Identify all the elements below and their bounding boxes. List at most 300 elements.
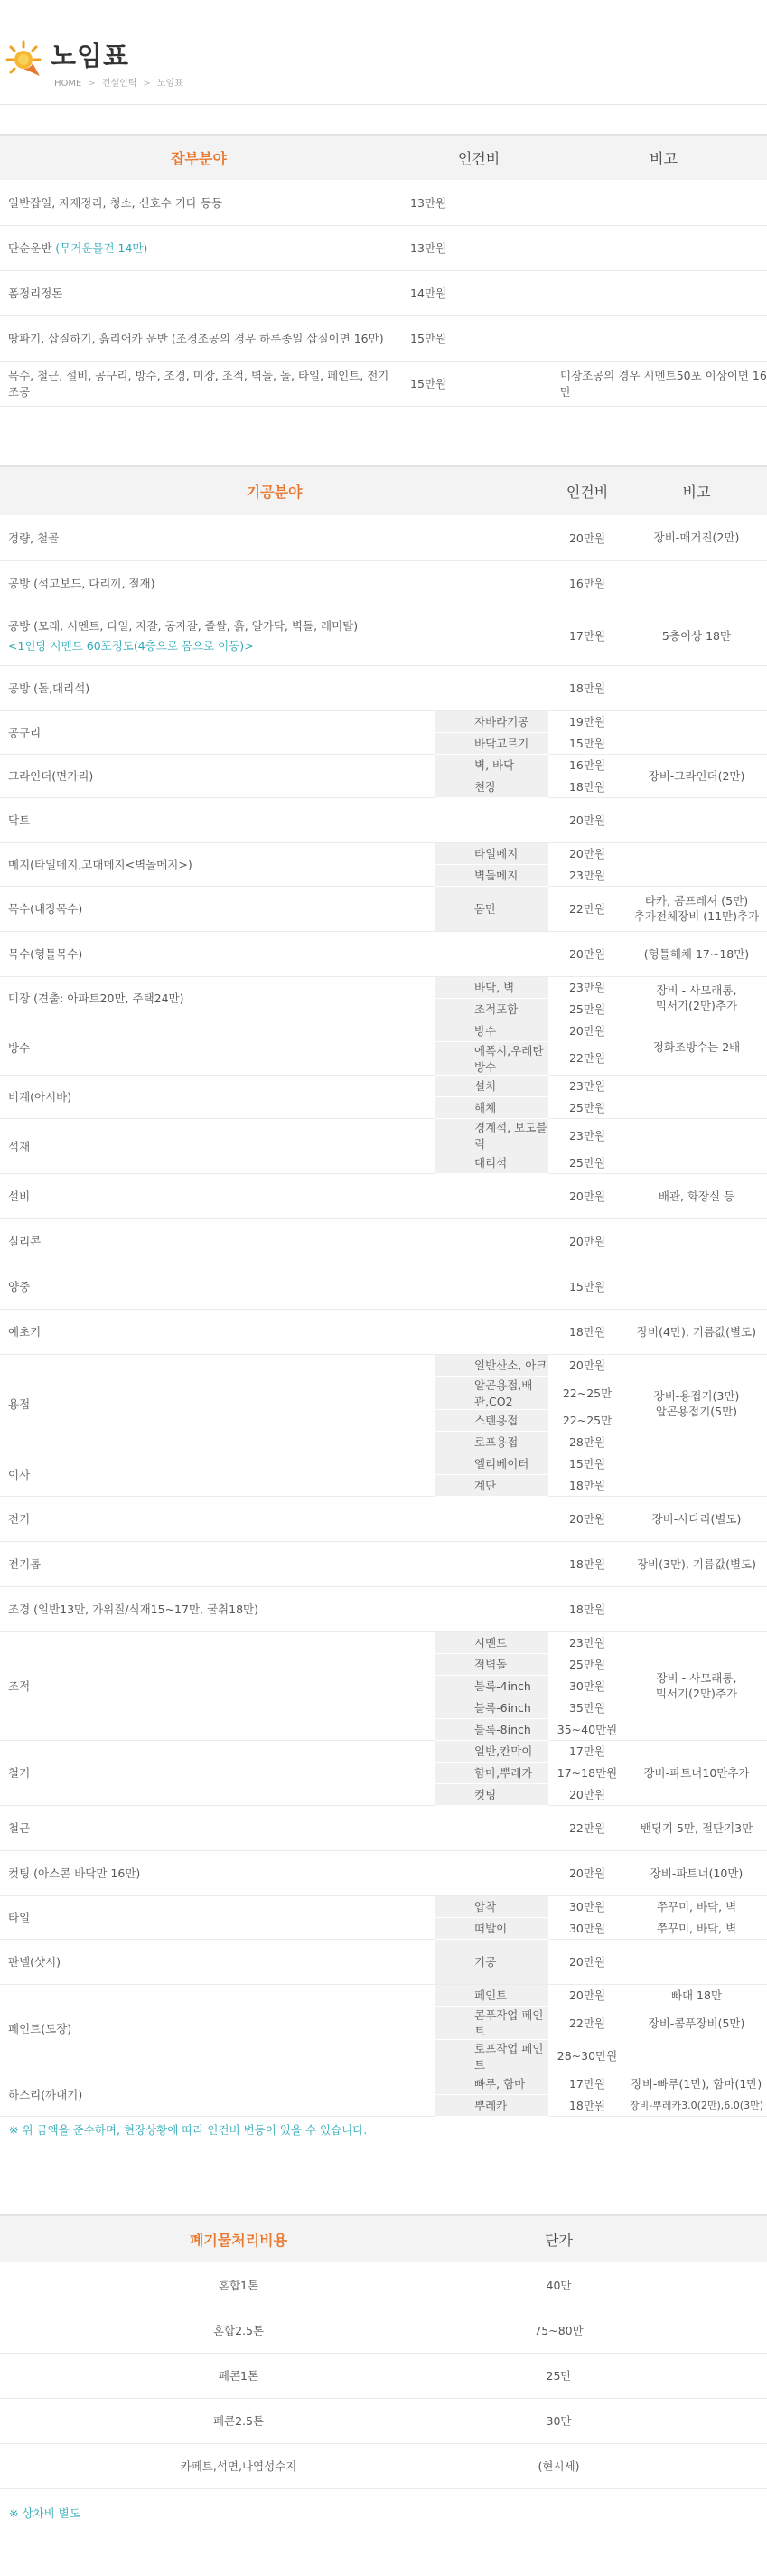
row-label: [0, 842, 435, 886]
row-label-text: 단순운반: [8, 241, 52, 255]
row-sub-item: [435, 1541, 548, 1586]
table-row: [0, 1020, 767, 1041]
row-sub-item: 해체: [435, 1096, 548, 1118]
row-price: 16만원: [568, 758, 606, 773]
row-note: 타카, 콤프레셔 (5만) 추가전체장비 (11만)추가: [626, 886, 767, 931]
row-label: [0, 560, 435, 606]
row-label-text: 철거: [8, 1766, 31, 1780]
row-note: [626, 1218, 767, 1264]
row-blank: [641, 2398, 767, 2443]
row-label-text: 목수(형틀목수): [8, 947, 83, 961]
row-price: 22만원: [568, 2016, 606, 2030]
row-price: 18만원: [548, 1309, 626, 1354]
page-header: [0, 0, 767, 105]
row-note: 장비-파트너10만추가: [626, 1740, 767, 1805]
row-sub-item: 적벽돌: [435, 1653, 548, 1675]
row-sub-item: [435, 515, 548, 560]
row-price: 30만: [477, 2398, 641, 2443]
row-label: [0, 361, 398, 406]
table-row: [0, 1541, 767, 1586]
row-label-text: 목수, 철근, 설비, 공구리, 방수, 조경, 미장, 조적, 벽돌, 돌, 타일, 페인트, 전기조공: [8, 369, 389, 399]
row-price: 35~40만원: [548, 1718, 626, 1740]
row-sub-item: 에폭시,우레탄방수: [435, 1041, 548, 1075]
row-price: 22만원: [548, 1041, 626, 1075]
row-price: 22만원: [548, 1805, 626, 1850]
table-row: [0, 2353, 767, 2398]
row-label: [0, 931, 435, 976]
row-label: [0, 1218, 435, 1264]
row-label: [0, 1173, 435, 1218]
row-label-text: 미장 (견출: 아파트20만, 주택24만): [8, 992, 184, 1005]
row-label: [0, 886, 435, 931]
row-sub-item: 기공: [435, 1939, 548, 1984]
row-note: [626, 1264, 767, 1309]
row-sub-item: 벽돌메지: [435, 864, 548, 886]
row-note: 미장조공의 경우 시멘트50포 이상이면 16만: [560, 361, 767, 406]
row-sub-item: 일반,칸막이: [435, 1740, 548, 1762]
row-price: 18만원: [548, 1586, 626, 1631]
row-label-text: 설비: [8, 1189, 31, 1203]
row-price: 30만원: [568, 1679, 606, 1693]
table-row: [0, 1586, 767, 1631]
table-row: [0, 842, 767, 864]
table-row: [0, 2398, 767, 2443]
table-row: [0, 225, 767, 270]
table-row: [0, 1939, 767, 1984]
row-price: 25만원: [548, 1152, 626, 1173]
row-sub-item: [435, 1496, 548, 1541]
table-header-row: [0, 2215, 767, 2262]
table-header-row: [0, 135, 767, 180]
row-price: 35만원: [568, 1701, 606, 1715]
row-price: 30만원: [568, 1900, 606, 1914]
row-note: [560, 225, 767, 270]
row-label: [0, 1075, 435, 1118]
row-label-text: 공방 (모래, 시멘트, 타일, 자갈, 공자갈, 졸쌀, 흙, 알가닥, 벽돌, 레미탈): [8, 619, 359, 633]
row-sub-item: 블록-6inch: [435, 1697, 548, 1718]
row-price: 20만원: [548, 515, 626, 560]
row-sub-item: 콘푸작업 페인트: [435, 2006, 548, 2039]
row-label: 혼합1톤: [0, 2262, 477, 2308]
row-sub-item: 뿌레카: [435, 2094, 548, 2116]
row-note: [626, 797, 767, 842]
breadcrumb-home[interactable]: HOME: [54, 79, 82, 89]
row-note: 장비 - 사모래통, 믹서기(2만)추가: [626, 976, 767, 1020]
row-price: 16만원: [548, 560, 626, 606]
row-label-text: 공방 (돌,대리석): [8, 682, 90, 695]
row-note: [626, 560, 767, 606]
row-label-text: 예초기: [8, 1325, 42, 1339]
row-label: [0, 754, 435, 797]
table-row: [0, 976, 767, 998]
table-row: [0, 1354, 767, 1376]
table-row: [0, 2073, 767, 2094]
row-label-text: 메지(타일메지,고대메지<벽돌메지>): [8, 858, 192, 871]
table-row: [0, 1496, 767, 1541]
row-price: 17만원: [548, 606, 626, 665]
breadcrumb-separator-icon: >: [88, 79, 96, 89]
row-note: 장비(4만), 기름값(별도): [626, 1309, 767, 1354]
header-category: 잡부분야: [0, 135, 398, 180]
row-price: 20만원: [548, 797, 626, 842]
row-sub-item: 천장: [435, 776, 548, 797]
table-row: [0, 515, 767, 560]
row-label: [0, 1118, 435, 1173]
table-row: [0, 1850, 767, 1895]
row-sub-item: 블록-4inch: [435, 1675, 548, 1697]
row-price: 13만원: [398, 180, 560, 225]
row-label-text: 조경 (일반13만, 가위질/식재15~17만, 굴취18만): [8, 1603, 258, 1616]
row-sub-item: [435, 1173, 548, 1218]
row-label: [0, 315, 398, 361]
row-label: [0, 515, 435, 560]
row-sub-item: 벽, 바닥: [435, 754, 548, 776]
table-row: [0, 606, 767, 665]
row-sub-item: 일반산소, 아크: [435, 1354, 548, 1376]
row-label-text: 닥트: [8, 813, 31, 827]
waste-disposal-body: [0, 2262, 767, 2488]
row-label: [0, 1805, 435, 1850]
row-label: [0, 270, 398, 315]
row-sub-item: [435, 1586, 548, 1631]
row-sub-item: 엘리베이터: [435, 1453, 548, 1474]
table-row: [0, 560, 767, 606]
row-note: [560, 180, 767, 225]
row-label-text: 방수: [8, 1040, 31, 1055]
row-price: 23만원: [568, 1636, 606, 1650]
row-price: 20만원: [548, 931, 626, 976]
row-note: 밴딩기 5만, 절단기3만: [626, 1805, 767, 1850]
row-label-text: 타일: [8, 1911, 31, 1924]
header-price: 인건비: [548, 466, 626, 515]
header-price: 단가: [477, 2215, 641, 2262]
row-price: 17만원: [568, 1744, 606, 1759]
page-title: 노임표: [51, 41, 130, 71]
row-price: 20만원: [568, 847, 606, 861]
row-note: [626, 1586, 767, 1631]
row-label: [0, 606, 435, 665]
row-note: [626, 2039, 767, 2073]
row-note: [626, 710, 767, 754]
row-note: 장비 - 사모래통, 믹서기(2만)추가: [626, 1631, 767, 1740]
table-row: [0, 754, 767, 776]
row-note: 장비-뿌레카3.0(2만),6.0(3만): [626, 2094, 767, 2116]
row-label-text: 판넬(샷시): [8, 1955, 61, 1969]
row-note: 장비-그라인더(2만): [626, 754, 767, 797]
row-price: 28만원: [548, 1431, 626, 1453]
row-label: [0, 1895, 435, 1939]
row-label-text: 조적: [8, 1679, 31, 1693]
misc-labor-table: [0, 134, 767, 407]
row-label-text: 비계(아시바): [8, 1090, 72, 1104]
row-note: [560, 270, 767, 315]
row-sub-item: 압착: [435, 1895, 548, 1917]
header-note: 비고: [626, 466, 767, 515]
row-label: [0, 710, 435, 754]
row-price: 75~80만: [477, 2308, 641, 2353]
row-price: 20만원: [548, 1850, 626, 1895]
row-price: 15만원: [548, 732, 626, 754]
row-note: [626, 1075, 767, 1118]
header-category: 기공분야: [0, 466, 548, 515]
row-price: 20만원: [548, 1496, 626, 1541]
row-note: 장비-용접기(3만) 알곤용접기(5만): [626, 1354, 767, 1453]
row-label-text: 전기톱: [8, 1557, 42, 1571]
header-blank: [641, 2215, 767, 2262]
row-label: 폐콘1톤: [0, 2353, 477, 2398]
row-sub-item: [435, 1264, 548, 1309]
row-note: 쭈꾸미, 바닥, 벽: [626, 1917, 767, 1939]
row-price: 20만원: [548, 1218, 626, 1264]
row-sub-item: 설치: [435, 1075, 548, 1096]
table-row: [0, 180, 767, 225]
row-sub-item: [435, 797, 548, 842]
row-label: 폐콘2.5톤: [0, 2398, 477, 2443]
row-note: 빠대 18만: [670, 1988, 723, 2003]
row-sub-item: 방수: [435, 1020, 548, 1041]
table-row: [0, 1740, 767, 1762]
row-sub-item: 블록-8inch: [435, 1718, 548, 1740]
row-label-extra: (무거운물건 14만): [55, 241, 148, 255]
row-label-text: 이사: [8, 1468, 31, 1481]
row-price: 30만원: [548, 1917, 626, 1939]
row-sub-item: [435, 931, 548, 976]
row-sub-item: 알곤용접,배관,CO2: [435, 1376, 548, 1409]
row-label-text: 컷팅 (아스콘 바닥만 16만): [8, 1866, 141, 1880]
row-label-text: 땅파기, 삽질하기, 흙리어카 운반 (조경조공의 경우 하루종일 삽질이면 16만): [8, 332, 384, 345]
breadcrumb: [54, 75, 183, 89]
row-note: [626, 1118, 767, 1173]
header-note: 비고: [560, 135, 767, 180]
row-price: 28~30만원: [548, 2039, 626, 2073]
breadcrumb-current: 노임표: [156, 79, 183, 89]
row-note: 장비-사다리(별도): [626, 1496, 767, 1541]
row-sub-item: [435, 665, 548, 710]
misc-labor-body: [0, 180, 767, 406]
table-row: [0, 270, 767, 315]
row-price: 23만원: [568, 981, 606, 995]
row-label: [0, 1984, 435, 2073]
row-label-text: 철근: [8, 1821, 31, 1835]
row-label-text: 하스리(까대기): [8, 2088, 83, 2101]
sun-logo-icon: [4, 40, 43, 80]
row-label: [0, 976, 435, 1020]
row-note: 장비-빠루(1만), 함마(1만): [631, 2077, 762, 2092]
row-label-text: 경량, 철골: [8, 531, 60, 545]
waste-footnote: ※ 상차비 별도: [9, 2506, 80, 2520]
row-label-text: 공방 (석고보드, 다리끼, 절재): [8, 577, 155, 590]
row-price: (현시세): [477, 2443, 641, 2488]
row-label: [0, 1740, 435, 1805]
row-label-text: 폼정리정돈: [8, 287, 63, 300]
table-row: [0, 1173, 767, 1218]
row-price: 20만원: [548, 1783, 626, 1805]
table-row: [0, 1895, 767, 1917]
row-price: 18만원: [548, 1541, 626, 1586]
table-row: [0, 361, 767, 406]
table-row: [0, 1805, 767, 1850]
row-blank: [641, 2262, 767, 2308]
row-note: 장비-매거진(2만): [626, 515, 767, 560]
row-price: 20만원: [548, 1939, 626, 1984]
breadcrumb-section[interactable]: 건설인력: [101, 79, 137, 89]
row-price: 18만원: [548, 776, 626, 797]
row-note: [626, 665, 767, 710]
row-note: 배관, 화장실 등: [626, 1173, 767, 1218]
row-label-text: 목수(내장목수): [8, 902, 83, 916]
row-sub-item: 떠발이: [435, 1917, 548, 1939]
row-sub-item: [435, 1218, 548, 1264]
row-label: [0, 1541, 435, 1586]
header-category: 폐기물처리비용: [0, 2215, 477, 2262]
row-price: 25만원: [548, 1096, 626, 1118]
row-label: 혼합2.5톤: [0, 2308, 477, 2353]
row-note: 정화조방수는 2배: [626, 1020, 767, 1075]
table-row: [0, 886, 767, 931]
table-row: [0, 710, 767, 732]
table-row: [0, 1309, 767, 1354]
row-sub-item: 경계석, 보도블럭: [435, 1118, 548, 1152]
row-sub-item: [435, 606, 548, 665]
row-label-text: 전기: [8, 1512, 31, 1526]
row-price: 20만원: [568, 1359, 606, 1373]
row-sub-item: [435, 1850, 548, 1895]
row-label-text: 페인트(도장): [8, 2022, 72, 2035]
row-label: [0, 1586, 435, 1631]
row-label-text: 석재: [8, 1139, 31, 1153]
row-label-text: 공구리: [8, 726, 42, 739]
row-label: [0, 1939, 435, 1984]
row-sub-item: 자바라기공: [435, 710, 548, 732]
row-note: [626, 1939, 767, 1984]
row-price: 23만원: [548, 864, 626, 886]
table-row: [0, 665, 767, 710]
row-blank: [641, 2308, 767, 2353]
row-label-text: 일반잡일, 자재정리, 청소, 신호수 기타 등등: [8, 195, 223, 210]
row-sub-item: 로프용접: [435, 1431, 548, 1453]
row-price: 17만원: [568, 2077, 606, 2092]
row-note: 5층이상 18만: [626, 606, 767, 665]
row-label: [0, 665, 435, 710]
row-label: [0, 1020, 435, 1075]
row-label: [0, 1496, 435, 1541]
row-blank: [641, 2443, 767, 2488]
row-label-extra: <1인당 시멘트 60포정도(4층으로 몸으로 이동)>: [8, 639, 254, 653]
row-sub-item: 계단: [435, 1474, 548, 1496]
row-label: 카페트,석면,나염성수지: [0, 2443, 477, 2488]
table-row: [0, 315, 767, 361]
row-price: 20만원: [568, 1988, 606, 2003]
row-sub-item: 스텐용접: [435, 1409, 548, 1431]
row-price: 13만원: [398, 225, 560, 270]
row-sub-item: 시멘트: [435, 1631, 548, 1653]
row-sub-item: 컷팅: [435, 1783, 548, 1805]
row-price: 15만원: [398, 361, 560, 406]
row-price: 25만원: [568, 1658, 606, 1671]
row-price: 23만원: [568, 1079, 606, 1094]
row-note: [560, 315, 767, 361]
row-price: 14만원: [398, 270, 560, 315]
row-price: 22만원: [548, 886, 626, 931]
row-price: 15만원: [548, 1264, 626, 1309]
row-price: 22~25만: [562, 1414, 613, 1427]
row-label: [0, 1453, 435, 1496]
row-label-text: 실리콘: [8, 1235, 42, 1248]
row-sub-item: 페인트: [435, 1984, 548, 2006]
table-row: [0, 1631, 767, 1653]
row-note: 장비-콤푸장비(5만): [648, 2016, 745, 2030]
row-label: [0, 1850, 435, 1895]
table-row: [0, 1453, 767, 1474]
table-row: [0, 2262, 767, 2308]
table-row: [0, 1075, 767, 1096]
row-sub-item: 로프작업 페인트: [435, 2039, 548, 2073]
row-sub-item: 타일메지: [435, 842, 548, 864]
row-sub-item: 함마,뿌레카: [435, 1762, 548, 1783]
price-footnote: ※ 위 금액을 준수하며, 현장상황에 따라 인건비 변동이 있을 수 있습니다.: [9, 2123, 368, 2137]
table-row: [0, 1218, 767, 1264]
row-label: [0, 1264, 435, 1309]
table-header-row: [0, 466, 767, 515]
table-row: [0, 1984, 767, 2006]
row-price: 23만원: [568, 1128, 606, 1142]
row-price: 17~18만원: [557, 1766, 618, 1780]
table-row: [0, 1118, 767, 1152]
header-price: 인건비: [398, 135, 560, 180]
table-row: [0, 2443, 767, 2488]
row-label: [0, 1631, 435, 1740]
skilled-labor-table: [0, 465, 767, 2117]
row-note: [626, 1453, 767, 1496]
row-sub-item: 바닥고르기: [435, 732, 548, 754]
row-sub-item: 바닥, 벽: [435, 976, 548, 998]
table-row: [0, 1264, 767, 1309]
table-row: [0, 2308, 767, 2353]
row-blank: [641, 2353, 767, 2398]
row-label-text: 양중: [8, 1280, 31, 1293]
row-price: 25만: [477, 2353, 641, 2398]
row-label-text: 용접: [8, 1396, 31, 1411]
row-sub-item: 조적포함: [435, 998, 548, 1020]
row-price: 18만원: [548, 2094, 626, 2116]
skilled-labor-body: [0, 515, 767, 2116]
row-sub-item: [435, 1309, 548, 1354]
row-note: 장비(3만), 기름값(별도): [626, 1541, 767, 1586]
row-sub-item: 대리석: [435, 1152, 548, 1173]
row-price: 20만원: [548, 1173, 626, 1218]
row-price: 22~25만: [562, 1386, 613, 1400]
row-sub-item: [435, 1805, 548, 1850]
row-label: [0, 1309, 435, 1354]
row-label: [0, 225, 398, 270]
row-price: 40만: [477, 2262, 641, 2308]
row-note: 장비-파트너(10만): [626, 1850, 767, 1895]
row-label-text: 그라인더(면가리): [8, 769, 94, 783]
row-price: 18만원: [548, 1474, 626, 1496]
row-price: 19만원: [568, 715, 606, 729]
row-price: 15만원: [568, 1457, 606, 1471]
row-label: [0, 2073, 435, 2116]
row-note: [626, 842, 767, 886]
row-price: 20만원: [568, 1024, 606, 1039]
row-sub-item: [435, 560, 548, 606]
row-sub-item: 몸만: [435, 886, 548, 931]
row-price: 18만원: [548, 665, 626, 710]
row-note: 쭈꾸미, 바닥, 벽: [656, 1900, 737, 1914]
row-label: [0, 180, 398, 225]
table-row: [0, 931, 767, 976]
row-label: [0, 797, 435, 842]
